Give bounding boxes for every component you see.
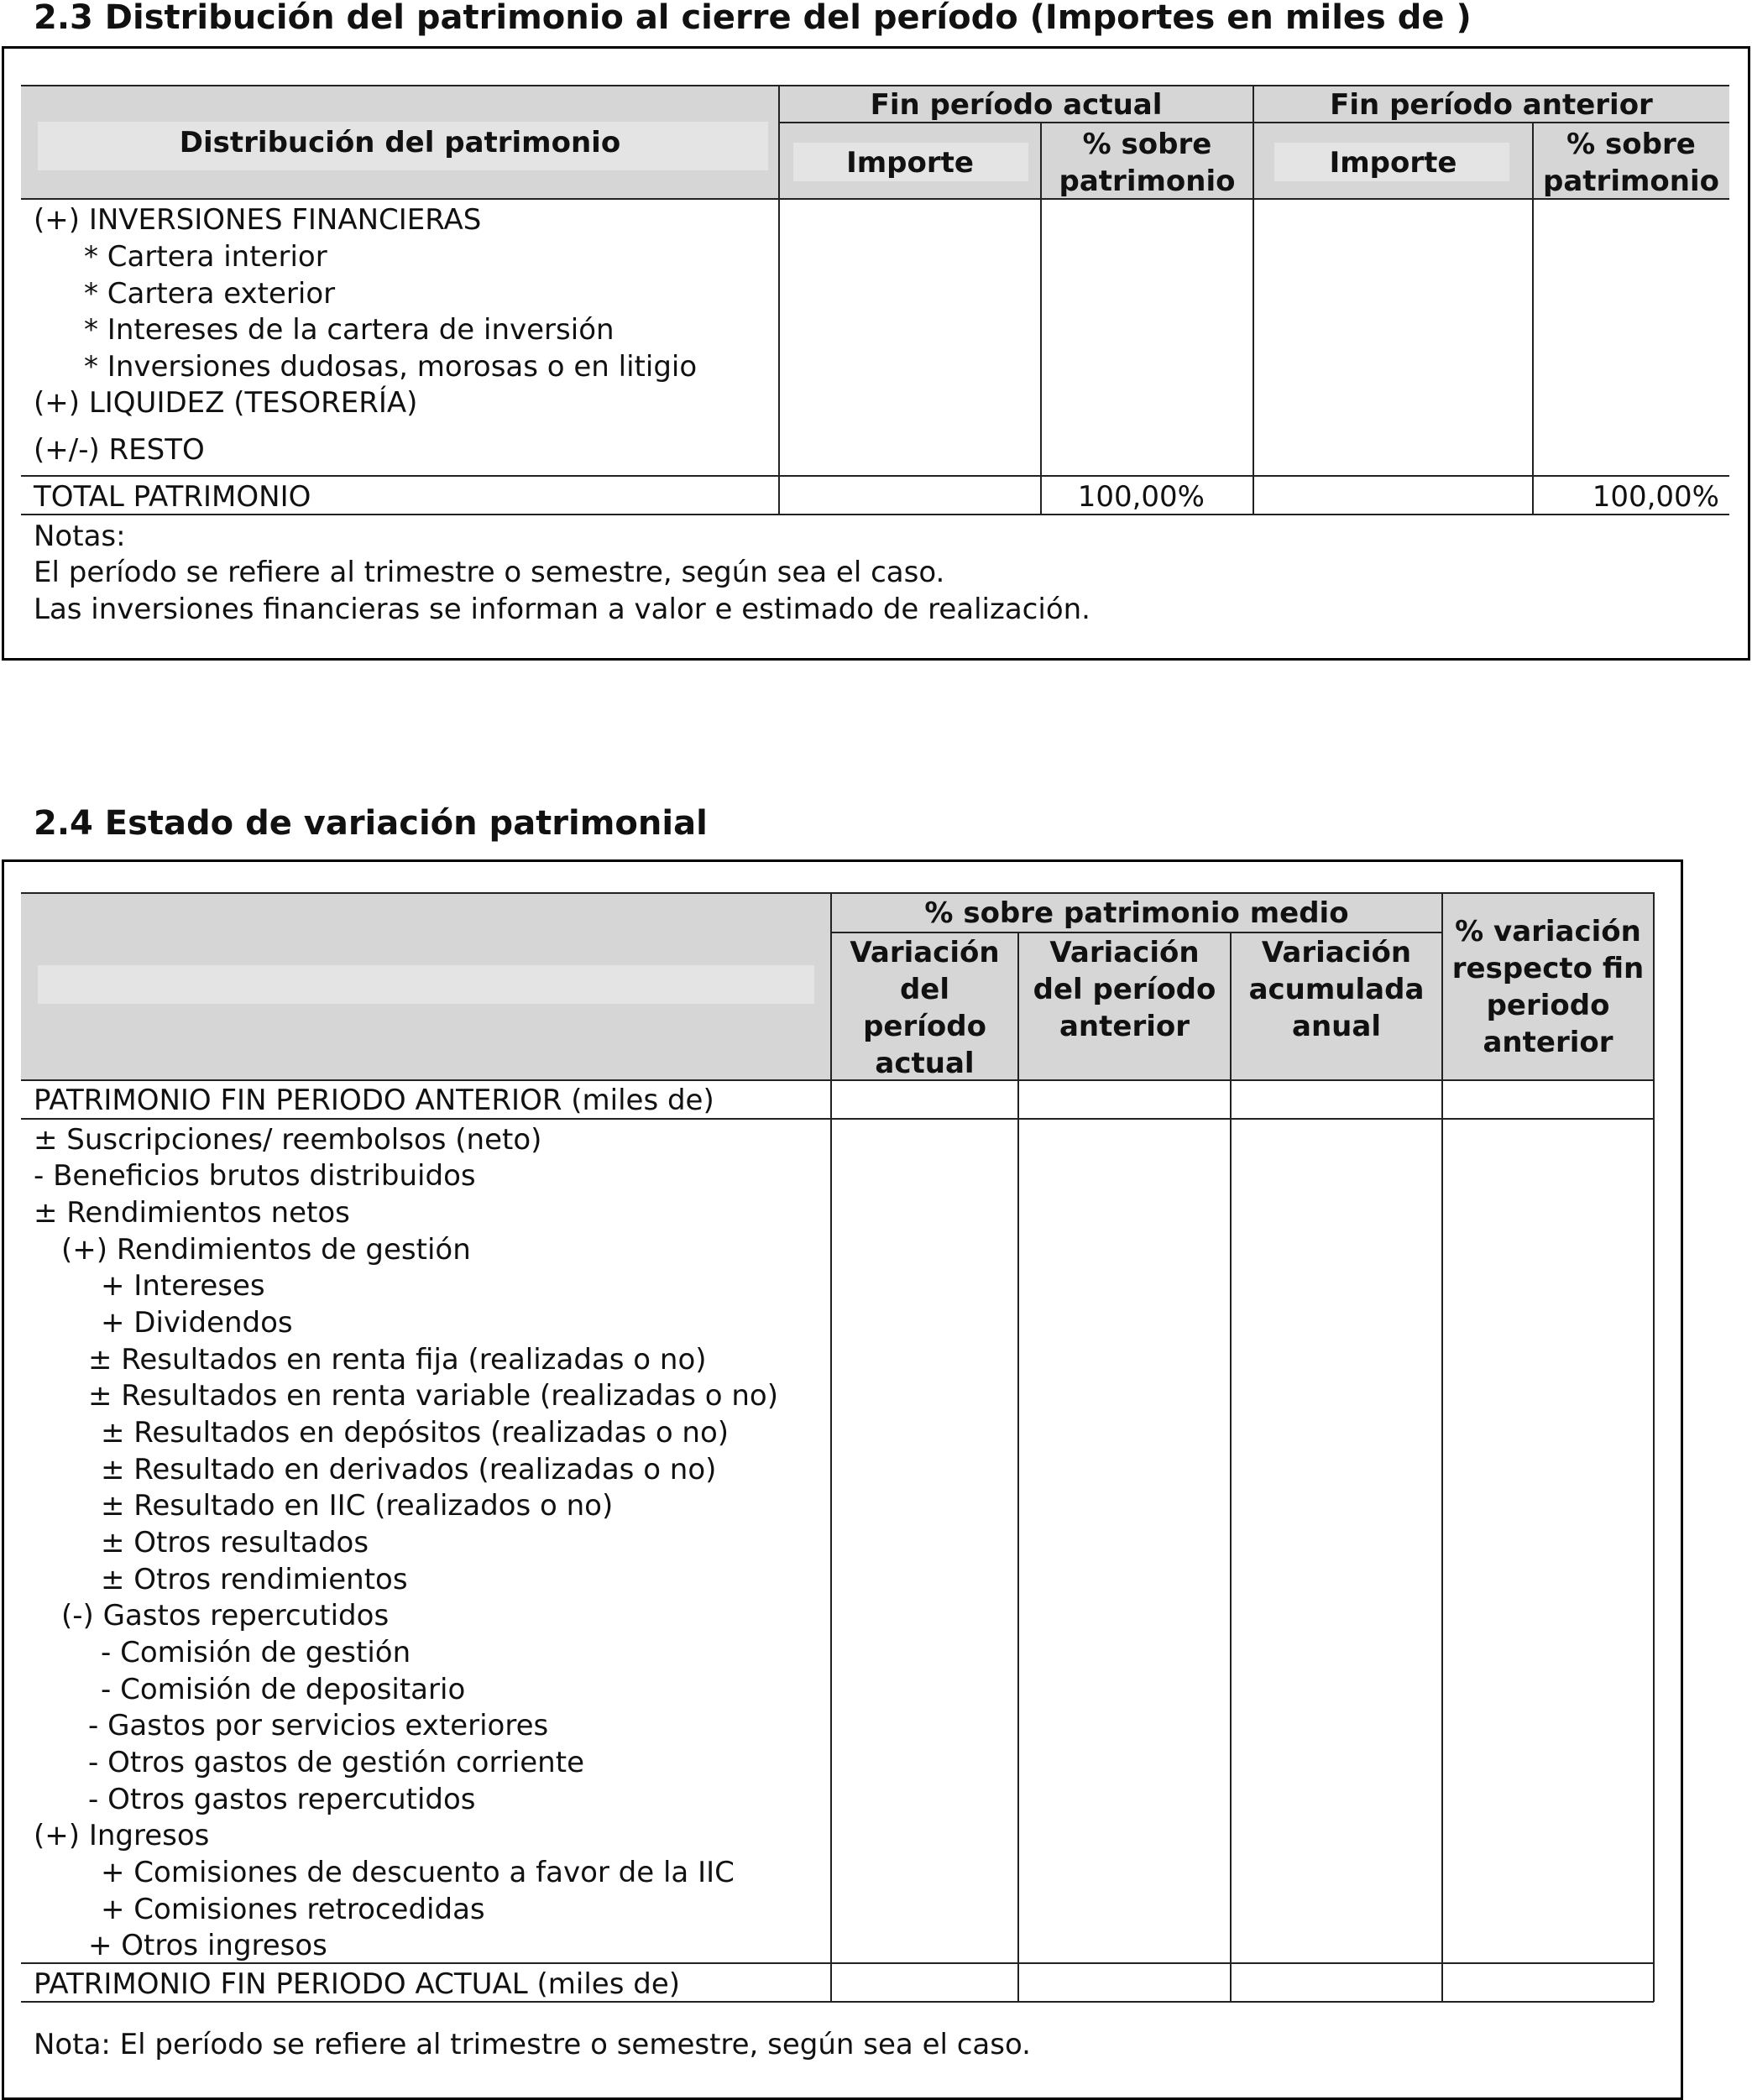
header-fin-periodo-anterior: Fin período anterior — [1330, 88, 1653, 122]
row-renta-fija: ± Resultados en renta fija (realizadas o no) — [88, 1343, 707, 1376]
row-rendimientos-gestion: (+) Rendimientos de gestión — [61, 1233, 471, 1267]
header-pct-variacion: % variación respecto fin periodo anterior — [1451, 915, 1645, 1059]
row-total-patrimonio: TOTAL PATRIMONIO — [34, 480, 311, 514]
row-gestion-corriente: - Otros gastos de gestión corriente — [88, 1746, 584, 1779]
row-servicios-exteriores: - Gastos por servicios exteriores — [88, 1709, 549, 1742]
row-intereses: + Intereses — [101, 1269, 265, 1303]
header-pct-patrimonio-medio: % sobre patrimonio medio — [924, 896, 1349, 930]
note-24: Nota: El período se refiere al trimestre o semestre, según sea el caso. — [34, 2028, 1031, 2061]
row-inversiones-dudosas: * Inversiones dudosas, morosas o en litigio — [84, 350, 698, 384]
row-gastos-repercutidos: (-) Gastos repercutidos — [61, 1599, 390, 1632]
note-inversiones: Las inversiones financieras se informan a valor e estimado de realización. — [34, 593, 1090, 626]
notes-label: Notas: — [34, 520, 126, 553]
row-cartera-exterior: * Cartera exterior — [84, 277, 336, 311]
header-pct-anterior: % sobre patrimonio — [1543, 128, 1719, 198]
row-intereses-cartera: * Intereses de la cartera de inversión — [84, 313, 615, 347]
row-suscripciones: ± Suscripciones/ reembolsos (neto) — [34, 1123, 542, 1157]
row-renta-variable: ± Resultados en renta variable (realizadas o no) — [88, 1379, 778, 1413]
section-23-title: 2.3 Distribución del patrimonio al cierre del período (Importes en miles de ) — [34, 0, 1472, 37]
row-depositos: ± Resultados en depósitos (realizadas o no) — [101, 1416, 730, 1450]
row-patrimonio-fin-actual: PATRIMONIO FIN PERIODO ACTUAL (miles de) — [34, 1967, 681, 2001]
row-comision-gestion: - Comisión de gestión — [101, 1636, 411, 1669]
row-liquidez: (+) LIQUIDEZ (TESORERÍA) — [34, 386, 418, 420]
total-pct-anterior: 100,00% — [1592, 480, 1719, 514]
row-otros-rendimientos: ± Otros rendimientos — [101, 1563, 408, 1596]
header-variacion-acumulada: Variación acumulada anual — [1248, 936, 1425, 1043]
header-pct-actual: % sobre patrimonio — [1059, 128, 1236, 198]
header-fin-periodo-actual: Fin período actual — [870, 88, 1163, 122]
header-importe-anterior: Importe — [1329, 146, 1457, 180]
row-ingresos: (+) Ingresos — [34, 1819, 210, 1852]
row-cartera-interior: * Cartera interior — [84, 240, 327, 274]
row-comisiones-retrocedidas: + Comisiones retrocedidas — [101, 1893, 485, 1926]
row-otros-ingresos: + Otros ingresos — [88, 1929, 327, 1962]
row-otros-gastos: - Otros gastos repercutidos — [88, 1783, 476, 1816]
row-beneficios-distribuidos: - Beneficios brutos distribuidos — [34, 1159, 476, 1193]
row-dividendos: + Dividendos — [101, 1306, 293, 1340]
header-variacion-actual: Variación del período actual — [850, 936, 1000, 1080]
row-rendimientos-netos: ± Rendimientos netos — [34, 1196, 350, 1230]
note-periodo: El período se refiere al trimestre o semestre, según sea el caso. — [34, 556, 945, 589]
header-distribucion: Distribución del patrimonio — [179, 126, 621, 159]
row-patrimonio-fin-anterior: PATRIMONIO FIN PERIODO ANTERIOR (miles de) — [34, 1084, 714, 1117]
header-importe-actual: Importe — [846, 146, 974, 180]
row-comisiones-descuento: + Comisiones de descuento a favor de la IIC — [101, 1856, 735, 1889]
header-variacion-anterior: Variación del período anterior — [1033, 936, 1216, 1043]
section-24-title: 2.4 Estado de variación patrimonial — [34, 804, 708, 843]
row-derivados: ± Resultado en derivados (realizadas o no) — [101, 1453, 717, 1486]
total-pct-actual: 100,00% — [1077, 480, 1205, 514]
row-resto: (+/-) RESTO — [34, 433, 205, 467]
row-iic: ± Resultado en IIC (realizados o no) — [101, 1489, 614, 1523]
row-comision-depositario: - Comisión de depositario — [101, 1673, 466, 1706]
row-otros-resultados: ± Otros resultados — [101, 1526, 369, 1559]
row-inversiones-financieras: (+) INVERSIONES FINANCIERAS — [34, 203, 482, 237]
